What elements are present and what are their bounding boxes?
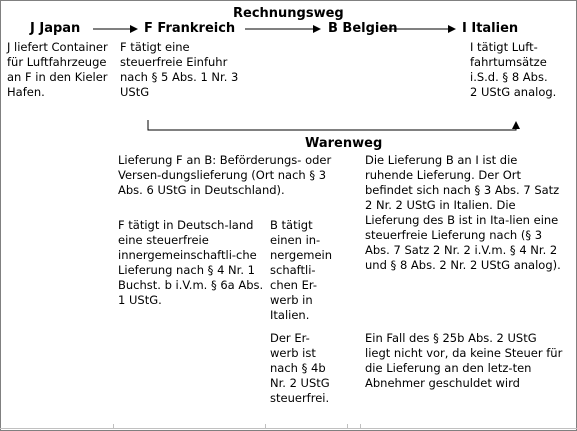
lieferung-f-an-b-text: Lieferung F an B: Beförderungs- oder Versen-dungslieferung (Ort nach § 3 Abs. 6 UStG in Deutschland). — [118, 153, 332, 197]
party-japan-text: J liefert Container für Luftfahrzeuge an F in den Kieler Hafen. — [7, 40, 108, 99]
col-sep-3 — [347, 424, 348, 429]
party-belgien-heading: B Belgien — [328, 21, 398, 36]
b-erwerb-steuerfrei-text: Der Er-werb ist nach § 4b Nr. 2 UStG steuerfrei. — [270, 331, 330, 405]
warenweg-bracket — [148, 120, 516, 130]
bottom-rule — [0, 428, 577, 429]
party-frankreich-heading: F Frankreich — [144, 21, 236, 36]
rechnungsweg-label: Rechnungsweg — [233, 6, 344, 21]
col-sep-4 — [360, 424, 361, 429]
kein-25b-fall-text: Ein Fall des § 25b Abs. 2 UStG liegt nicht vor, da keine Steuer für die Lieferung an den letz-ten Abnehmer geschuldet wird — [365, 331, 563, 390]
col-sep-1 — [113, 424, 114, 429]
lieferung-b-an-i-text: Die Lieferung B an I ist die ruhende Lieferung. Der Ort befindet sich nach § 3 Abs. 7 Satz 2 Nr. 2 UStG in Italien. Die Lieferung des B ist in Ita-lien eine steuerfreie Lieferung nach (§ 3 Abs. 7 Satz 2 Nr. 2 i.V.m. § 4 Nr. 2 und § 8 Abs. 2 Nr. 2 UStG analog). — [365, 153, 561, 272]
party-frankreich-text: F tätigt eine steuerfreie Einfuhr nach § 5 Abs. 1 Nr. 3 UStG — [120, 40, 239, 99]
party-italien-heading: I Italien — [462, 21, 519, 36]
col-sep-2 — [265, 424, 266, 429]
f-innergemeinschaftliche-lieferung-text: F tätigt in Deutsch-land eine steuerfreie innergemeinschaftli-che Lieferung nach § 4 Nr. 1 Buchst. b i.V.m. § 6a Abs. 1 UStG. — [118, 218, 264, 307]
party-japan-heading: J Japan — [30, 21, 81, 36]
b-erwerb-text: B tätigt einen in-nergemein schaftli-chen Er-werb in Italien. — [270, 218, 333, 322]
party-italien-text: I tätigt Luft-fahrtumsätze i.S.d. § 8 Abs. 2 UStG analog. — [470, 40, 557, 99]
warenweg-label: Warenweg — [305, 136, 383, 151]
